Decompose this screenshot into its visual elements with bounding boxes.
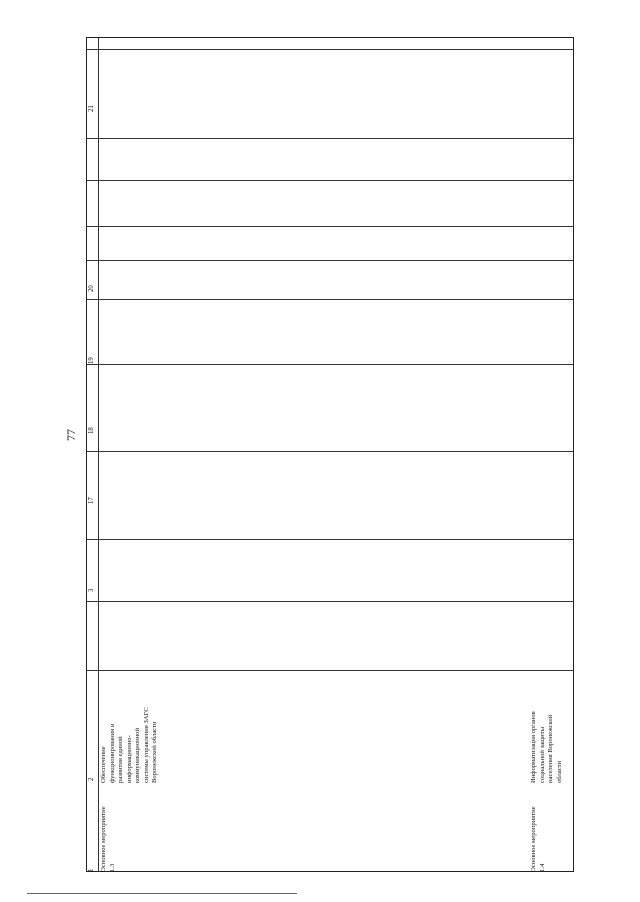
column-divider-10 — [87, 670, 573, 671]
column-divider-4 — [87, 260, 573, 261]
block-1-4-number: Основное мероприятие 1.4 — [530, 806, 546, 872]
header-row-divider — [98, 38, 99, 871]
block-1-4-name: Информатизация органов социальной защиты населения Воронежской области — [530, 711, 563, 783]
column-divider-7 — [87, 451, 573, 452]
column-divider-0 — [87, 49, 573, 50]
column-header-3: 3 — [88, 588, 95, 592]
column-header-7: 20 — [88, 285, 95, 292]
column-header-2: 2 — [88, 777, 95, 781]
column-divider-5 — [87, 299, 573, 300]
column-header-1: 1 — [88, 868, 95, 872]
column-header-8: 21 — [88, 105, 95, 112]
column-divider-6 — [87, 364, 573, 365]
block-1-3-number: Основное мероприятие 1.3 — [100, 806, 116, 872]
column-header-4: 17 — [88, 497, 95, 504]
budget-table — [86, 37, 574, 872]
column-divider-8 — [87, 539, 573, 540]
column-divider-9 — [87, 601, 573, 602]
column-divider-3 — [87, 226, 573, 227]
column-header-5: 18 — [88, 427, 95, 434]
column-divider-1 — [87, 138, 573, 139]
footer-rule — [27, 893, 297, 894]
column-divider-2 — [87, 180, 573, 181]
page-number: 77 — [64, 429, 78, 441]
column-header-6: 19 — [88, 357, 95, 364]
block-1-3-name: Обеспечение функционирования и развития единой информационно- коммуникационной системы управления ЗАГС Воронежской области — [100, 707, 158, 783]
